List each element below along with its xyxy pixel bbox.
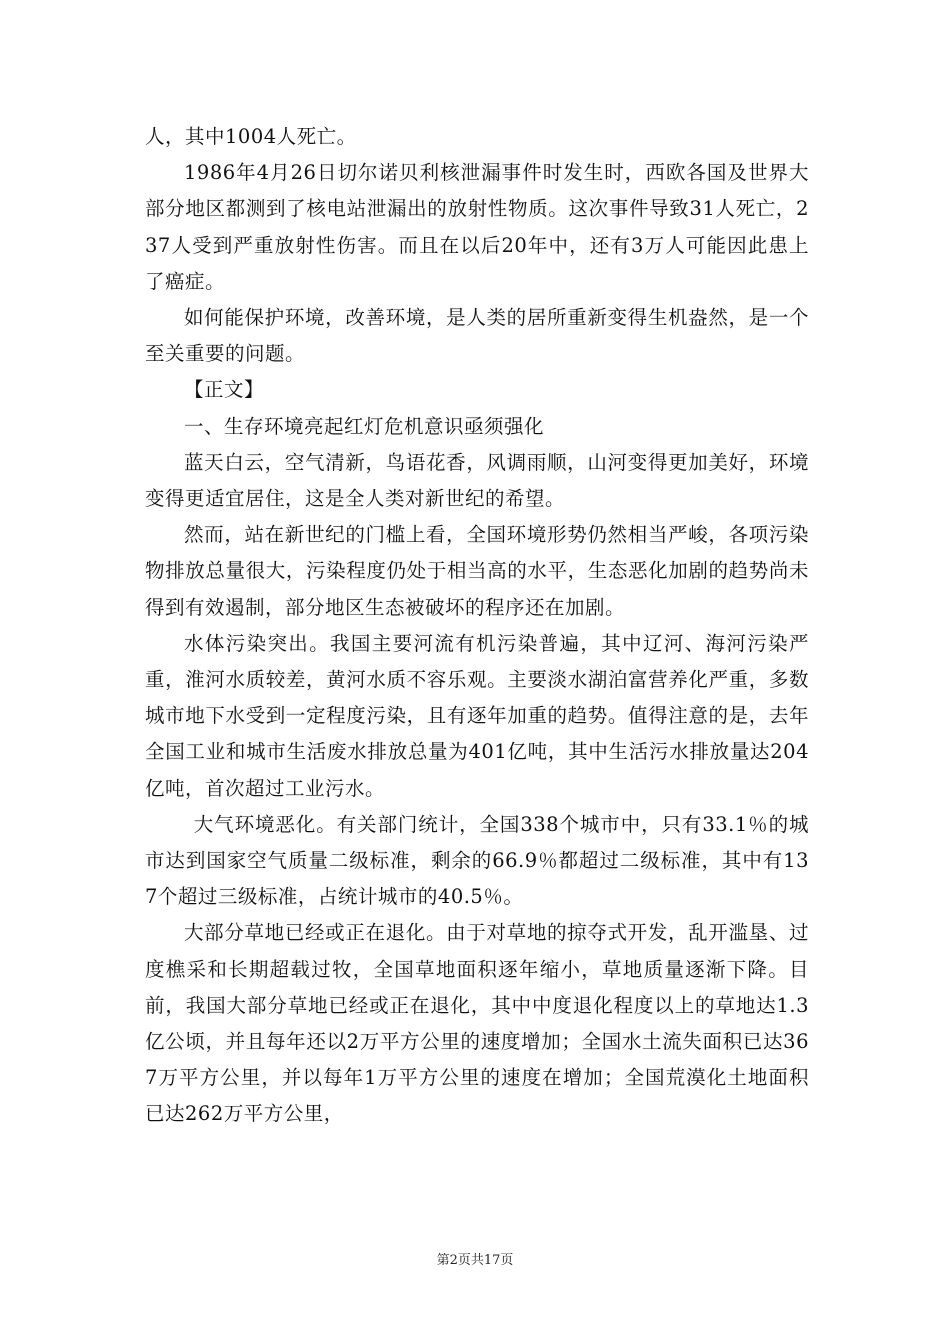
- main-text-heading: 【正文】: [184, 378, 265, 402]
- paragraph-water-pollution: 水体污染突出。我国主要河流有机污染普遍，其中辽河、海河污染严重，淮河水质较差，黄河水质不容乐观。主要淡水湖泊富营养化严重，多数城市地下水受到一定程度污染，且有逐年加重的趋势。值得注意的是，去年全国工业和城市生活废水排放总量为401亿吨，其中生活污水排放量达204亿吨，首次超过工业污水。: [145, 631, 809, 800]
- paragraph-question: 如何能保护环境，改善环境，是人类的居所重新变得生机盎然，是一个至关重要的问题。: [145, 306, 809, 366]
- page-footer: [0, 1249, 950, 1268]
- paragraph-continuation: 人，其中1004人死亡。: [145, 125, 357, 148]
- paragraph-hope: 蓝天白云，空气清新，鸟语花香，风调雨顺，山河变得更加美好，环境变得更适宜居住，这是全人类对新世纪的希望。: [145, 450, 809, 511]
- document-body: [145, 119, 809, 1133]
- paragraph-grassland: 大部分草地已经或正在退化。由于对草地的掠夺式开发，乱开滥垦、过度樵采和长期超载过牧，全国草地面积逐年缩小，草地质量逐渐下降。目前，我国大部分草地已经或正在退化，其中中度退化程度以上的草地达1.3亿公顷，并且每年还以2万平方公里的速度增加；全国水土流失面积已达367万平方公里，并以每年1万平方公里的速度在增加；全国荒漠化土地面积已达262万平方公里，: [145, 921, 809, 1126]
- section-title: 一、生存环境亮起红灯危机意识亟须强化: [184, 414, 545, 438]
- paragraph-air-pollution: 大气环境恶化。有关部门统计，全国338个城市中，只有33.1％的城市达到国家空气质量二级标准，剩余的66.9％都超过二级标准，其中有137个超过三级标准，占统计城市的40.5％。: [145, 812, 809, 909]
- paragraph-chernobyl: 1986年4月26日切尔诺贝利核泄漏事件时发生时，西欧各国及世界大部分地区都测到了核电站泄漏出的放射性物质。这次事件导致31人死亡，237人受到严重放射性伤害。而且在以后20年中，还有3万人可能因此患上了癌症。: [145, 161, 809, 293]
- page-number-label: 第2页共17页: [436, 1253, 514, 1268]
- paragraph-situation: 然而，站在新世纪的门槛上看，全国环境形势仍然相当严峻，各项污染物排放总量很大，污染程度仍处于相当高的水平，生态恶化加剧的趋势尚未得到有效遏制，部分地区生态被破坏的程序还在加剧。: [145, 523, 809, 619]
